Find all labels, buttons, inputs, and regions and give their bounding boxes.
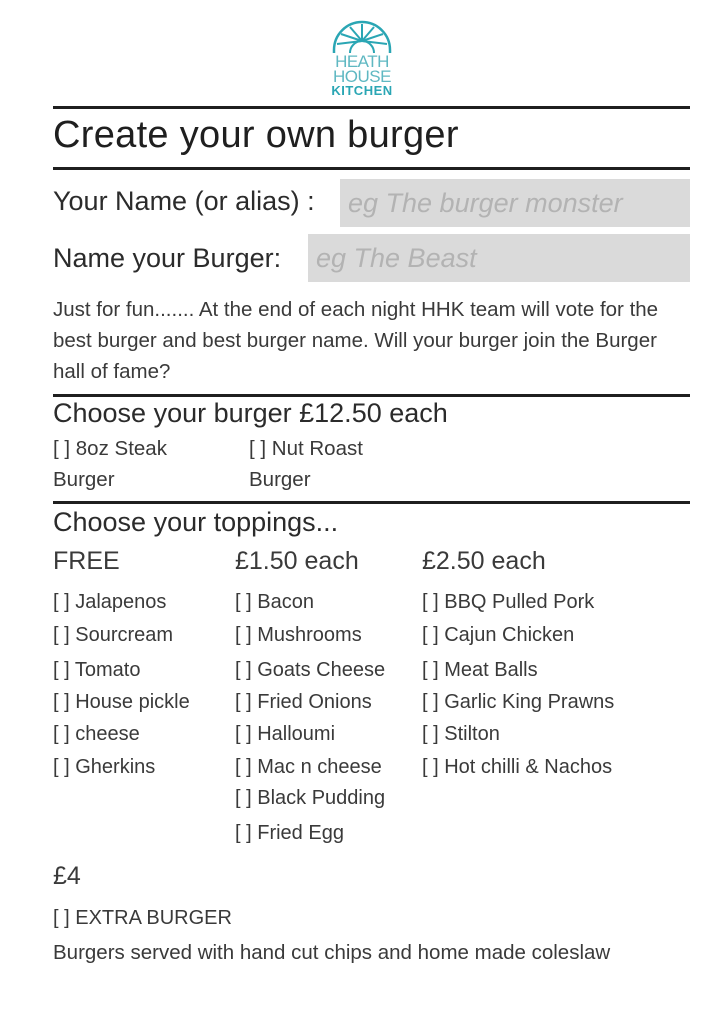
your-name-input[interactable] (340, 179, 690, 227)
topping-black-pudding[interactable]: [ ] Black Pudding (235, 787, 386, 809)
extra-burger-option[interactable]: [ ] EXTRA BURGER (53, 907, 232, 929)
burger-choice-heading: Choose your burger £12.50 each (53, 398, 448, 428)
divider-title (53, 167, 690, 170)
topping-garlic-king-prawns[interactable]: [ ] Garlic King Prawns (422, 691, 615, 713)
topping-gherkins[interactable]: [ ] Gherkins (53, 756, 156, 778)
divider-top (53, 106, 690, 109)
divider-burger (53, 394, 690, 397)
topping-bacon[interactable]: [ ] Bacon (235, 591, 314, 613)
extra-price-heading: £4 (53, 862, 81, 890)
burger-option-steak[interactable]: [ ] 8oz Steak Burger (53, 437, 167, 491)
logo-word-heath: HEATH (335, 52, 389, 71)
topping-mushrooms[interactable]: [ ] Mushrooms (235, 624, 362, 646)
topping-fried-egg[interactable]: [ ] Fried Egg (235, 822, 344, 844)
topping-stilton[interactable]: [ ] Stilton (422, 723, 500, 745)
logo-word-kitchen: KITCHEN (331, 83, 393, 98)
topping-tomato[interactable]: [ ] Tomato (53, 659, 141, 681)
topping-meat-balls[interactable]: [ ] Meat Balls (422, 659, 538, 681)
burger-name-input[interactable] (308, 234, 690, 282)
free-column-heading: FREE (53, 547, 120, 575)
intro-paragraph: Just for fun....... At the end of each night HHK team will vote for the best burger and best burger name. Will your burger join the Burger hall of fame? (53, 298, 659, 383)
topping-fried-onions[interactable]: [ ] Fried Onions (235, 691, 372, 713)
arch-sunburst-icon (330, 20, 394, 54)
burger-option-nut-roast[interactable]: [ ] Nut Roast Burger (249, 437, 363, 491)
topping-cheese[interactable]: [ ] cheese (53, 723, 140, 745)
logo-word-house: HOUSE (333, 67, 391, 86)
burger-name-label: Name your Burger: (53, 243, 282, 273)
your-name-label: Your Name (or alias) : (53, 186, 315, 216)
topping-house-pickle[interactable]: [ ] House pickle (53, 691, 190, 713)
topping-cajun-chicken[interactable]: [ ] Cajun Chicken (422, 624, 575, 646)
topping-jalapenos[interactable]: [ ] Jalapenos (53, 591, 167, 613)
price-250-column-heading: £2.50 each (422, 547, 546, 575)
heath-house-kitchen-logo (324, 20, 400, 104)
topping-goats-cheese[interactable]: [ ] Goats Cheese (235, 659, 386, 681)
price-150-column-heading: £1.50 each (235, 547, 359, 575)
divider-toppings (53, 501, 690, 504)
topping-mac-n-cheese[interactable]: [ ] Mac n cheese (235, 756, 382, 778)
page-title: Create your own burger (53, 114, 459, 156)
topping-sourcream[interactable]: [ ] Sourcream (53, 624, 174, 646)
footer-note: Burgers served with hand cut chips and home made coleslaw (53, 941, 611, 964)
topping-halloumi[interactable]: [ ] Halloumi (235, 723, 336, 745)
topping-hot-chilli-nachos[interactable]: [ ] Hot chilli & Nachos (422, 756, 613, 778)
toppings-heading: Choose your toppings... (53, 507, 339, 537)
topping-bbq-pulled-pork[interactable]: [ ] BBQ Pulled Pork (422, 591, 595, 613)
